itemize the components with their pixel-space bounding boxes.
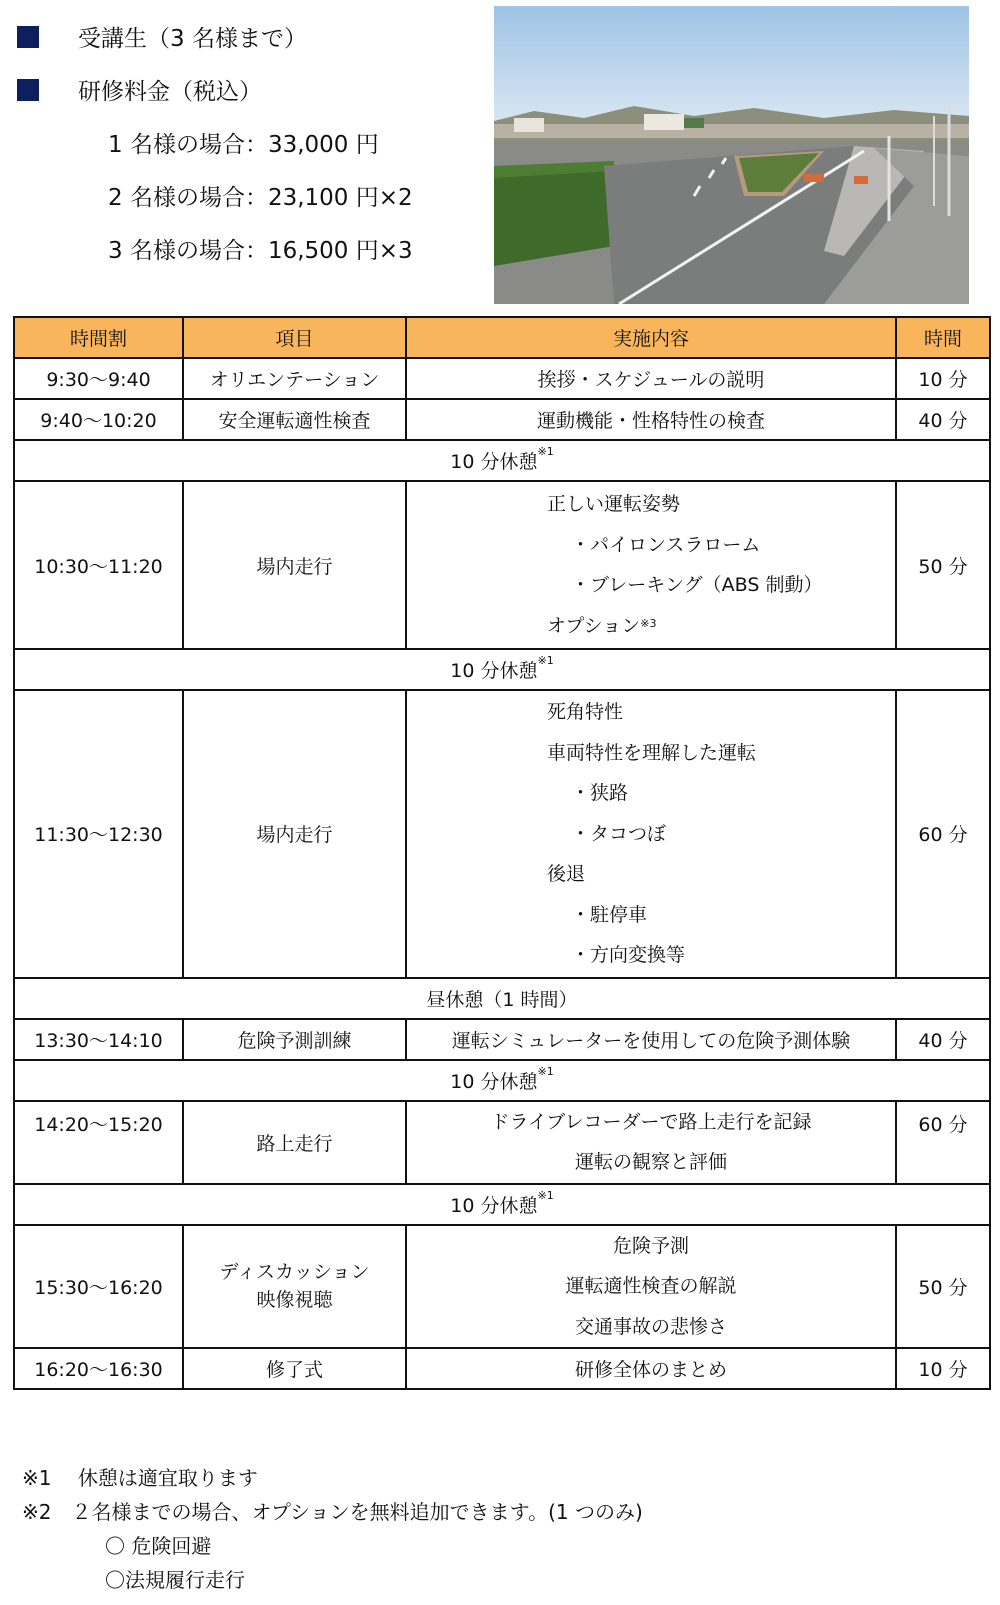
break-cell (14, 1184, 990, 1225)
content-line: 危険予測 (612, 1234, 689, 1257)
cell-time: 13:30～14:10 (14, 1019, 183, 1060)
note-option-1: 〇 危険回避 (105, 1534, 212, 1558)
cell-time: 11:30～12:30 (14, 690, 183, 978)
cell-time: 14:20～15:20 (14, 1101, 183, 1184)
note-1: ※1 休憩は適宜取ります (22, 1466, 258, 1490)
content-line: 運転の観察と評価 (574, 1151, 727, 1173)
cell-duration: 50 分 (896, 481, 990, 649)
cell-content (406, 1101, 896, 1184)
cell-content: 運動機能・性格特性の検査 (406, 399, 896, 440)
content-line: 運転適性検査の解説 (565, 1275, 737, 1297)
content-line: 車両特性を理解した運転 (547, 741, 757, 764)
cell-item (183, 1225, 406, 1349)
cell-duration: 40 分 (896, 1019, 990, 1060)
option-note-mark: ※3 (640, 616, 657, 630)
table-row (14, 1225, 990, 1349)
break-note-mark: ※1 (537, 445, 554, 458)
lunch-cell: 昼休憩（1 時間） (14, 978, 990, 1019)
schedule-table (13, 316, 991, 1390)
content-line: 後退 (547, 863, 586, 885)
fee-3: 3 名様の場合：16,500 円×3 (108, 238, 413, 264)
fee-2: 2 名様の場合：23,100 円×2 (108, 185, 413, 211)
cell-content (406, 1225, 896, 1349)
break-row (14, 440, 990, 481)
table-row (14, 358, 990, 399)
header-duration: 時間 (896, 317, 990, 358)
header-content: 実施内容 (406, 317, 896, 358)
header-item: 項目 (183, 317, 406, 358)
break-label: 10 分休憩 (450, 451, 538, 473)
cell-content (406, 690, 896, 978)
break-cell (14, 1060, 990, 1101)
note-option-2: 〇法規履行走行 (105, 1568, 245, 1592)
content-line: ・駐停車 (571, 903, 648, 926)
cell-time: 10:30～11:20 (14, 481, 183, 649)
break-note-mark: ※1 (537, 654, 554, 667)
content-line: ドライブレコーダーで路上走行を記録 (490, 1110, 812, 1133)
table-row (14, 1101, 990, 1184)
cell-duration: 50 分 (896, 1225, 990, 1349)
cell-duration: 60 分 (896, 690, 990, 978)
header-time: 時間割 (14, 317, 183, 358)
participants-label: 受講生（3 名様まで） (78, 26, 307, 52)
item-line: ディスカッション (219, 1261, 370, 1284)
cell-content: 研修全体のまとめ (406, 1348, 896, 1389)
cell-time: 9:30～9:40 (14, 358, 183, 399)
cell-item: 路上走行 (183, 1101, 406, 1184)
cell-time: 16:20～16:30 (14, 1348, 183, 1389)
fee-1: 1 名様の場合：33,000 円 (108, 132, 379, 158)
fee-title: 研修料金（税込） (78, 79, 262, 105)
cell-time: 15:30～16:20 (14, 1225, 183, 1349)
break-row (14, 649, 990, 690)
content-line: ・タコつぼ (571, 822, 667, 845)
break-row (14, 1060, 990, 1101)
cell-content (406, 481, 896, 649)
note-2: ※2 ２名様までの場合、オプションを無料追加できます。(1 つのみ) (22, 1500, 643, 1524)
table-row (14, 1019, 990, 1060)
item-line: 映像視聴 (256, 1289, 333, 1312)
content-line: ・パイロンスラローム (571, 533, 761, 556)
content-line: ・狭路 (571, 782, 629, 804)
content-line: 正しい運転姿勢 (547, 493, 681, 515)
cell-item: 安全運転適性検査 (183, 399, 406, 440)
break-cell (14, 649, 990, 690)
content-line: 交通事故の悲惨さ (574, 1315, 727, 1338)
cell-item: 修了式 (183, 1348, 406, 1389)
break-label: 10 分休憩 (450, 1194, 538, 1217)
cell-content: 運転シミュレーターを使用しての危険予測体験 (406, 1019, 896, 1060)
content-line: 死角特性 (547, 701, 624, 723)
cell-duration: 10 分 (896, 1348, 990, 1389)
bullet-square-icon (17, 79, 39, 101)
break-note-mark: ※1 (537, 1064, 554, 1078)
table-row (14, 1348, 990, 1389)
cell-duration: 10 分 (896, 358, 990, 399)
table-header-row (14, 317, 990, 358)
content-line (547, 606, 895, 647)
break-cell (14, 440, 990, 481)
cell-item: 場内走行 (183, 690, 406, 978)
content-line: ・ブレーキング（ABS 制動） (571, 574, 823, 596)
break-label: 10 分休憩 (450, 660, 538, 682)
cell-item: オリエンテーション (183, 358, 406, 399)
break-row (14, 1184, 990, 1225)
cell-time: 9:40～10:20 (14, 399, 183, 440)
cell-duration: 40 分 (896, 399, 990, 440)
content-line: ・方向変換等 (571, 944, 686, 966)
cell-item: 場内走行 (183, 481, 406, 649)
table-row (14, 690, 990, 978)
driving-course-photo (494, 6, 969, 304)
cell-content: 挨拶・スケジュールの説明 (406, 358, 896, 399)
table-row (14, 399, 990, 440)
lunch-row (14, 978, 990, 1019)
break-note-mark: ※1 (537, 1188, 554, 1202)
cell-duration: 60 分 (896, 1101, 990, 1184)
break-label: 10 分休憩 (450, 1070, 538, 1093)
table-row (14, 481, 990, 649)
bullet-square-icon (17, 26, 39, 48)
cell-item: 危険予測訓練 (183, 1019, 406, 1060)
option-label: オプション (547, 614, 641, 637)
